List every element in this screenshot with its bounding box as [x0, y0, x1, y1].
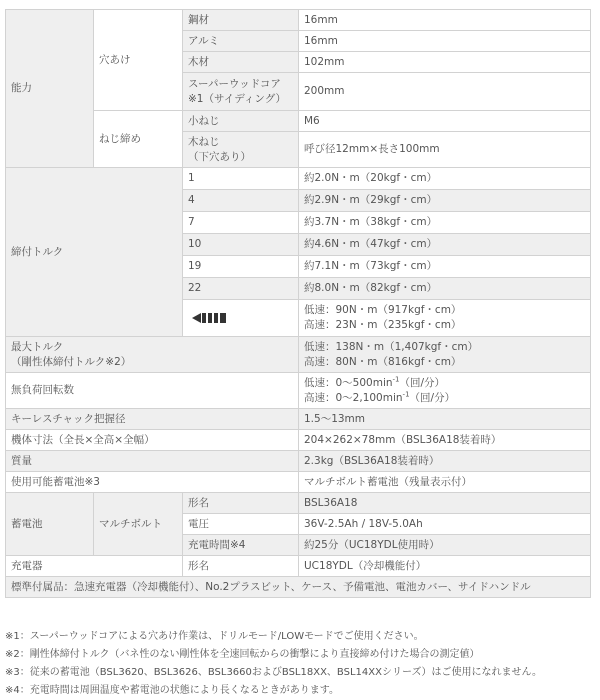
capacity-label: 能力 — [6, 10, 94, 168]
max-torque-high: 高速：80N・m（816kgf・cm） — [304, 355, 462, 368]
torque-value: 約2.0N・m（20kgf・cm） — [299, 168, 591, 190]
exponent: -1 — [402, 390, 410, 398]
torque-setting: 4 — [183, 190, 299, 212]
wood-screw-label — [183, 132, 299, 168]
torque-setting: 10 — [183, 234, 299, 256]
drill-mode-icon — [192, 312, 226, 324]
wood-screw-label-line2: （下穴あり） — [188, 150, 251, 163]
usable-battery-label: 使用可能蓄電池※3 — [6, 472, 299, 493]
chuck-label: キーレスチャック把握径 — [6, 409, 299, 430]
usable-battery-value: マルチボルト蓄電池（残量表示付） — [299, 472, 591, 493]
table-row — [6, 430, 591, 451]
charger-model-label: 形名 — [183, 556, 299, 577]
torque-value: 約2.9N・m（29kgf・cm） — [299, 190, 591, 212]
wood-label: 木材 — [183, 52, 299, 73]
aluminum-label: アルミ — [183, 31, 299, 52]
drill-mode-low: 低速：90N・m（917kgf・cm） — [304, 304, 462, 316]
drill-mode-cell — [183, 300, 299, 337]
table-row — [6, 577, 591, 598]
footnote-2: ※2：剛性体締付トルク（バネ性のない剛性体を全速回転からの衝撃により直接締め付けた場合の測定値） — [5, 649, 480, 660]
drill-mode-high: 高速：23N・m（235kgf・cm） — [304, 319, 462, 331]
battery-charge-time-label: 充電時間※4 — [183, 535, 299, 556]
chuck-value: 1.5～13mm — [299, 409, 591, 430]
steel-label: 鋼材 — [183, 10, 299, 31]
torque-setting: 1 — [183, 168, 299, 190]
max-torque-value — [299, 337, 591, 373]
torque-value: 約3.7N・m（38kgf・cm） — [299, 212, 591, 234]
wood-screw-label-line1: 木ねじ — [188, 135, 220, 148]
battery-model-value: BSL36A18 — [299, 493, 591, 514]
max-torque-label-line1: 最大トルク — [11, 340, 64, 353]
exponent: -1 — [392, 375, 400, 383]
battery-charge-time-value: 約25分（UC18YDL使用時） — [299, 535, 591, 556]
torque-setting: 22 — [183, 278, 299, 300]
footnote-3: ※3：従来の蓄電池（BSL3620、BSL3626、BSL3660およびBSL18XX、BSL14XXシリーズ）はご使用になれません。 — [5, 667, 543, 678]
no-load-speed-low-text: 低速：0～500min — [304, 376, 393, 389]
no-load-speed-low — [304, 376, 585, 391]
no-load-speed-high-text: 高速：0～2,100min — [304, 391, 403, 404]
torque-setting: 7 — [183, 212, 299, 234]
machine-screw-label: 小ねじ — [183, 111, 299, 132]
no-load-speed-high-unit: （回/分） — [409, 391, 456, 404]
super-wood-core-value: 200mm — [299, 73, 591, 111]
table-row — [6, 451, 591, 472]
battery-model-label: 形名 — [183, 493, 299, 514]
battery-voltage-value: 36V-2.5Ah / 18V-5.0Ah — [299, 514, 591, 535]
drilling-label: 穴あけ — [94, 10, 183, 111]
battery-voltage-label: 電圧 — [183, 514, 299, 535]
drill-mode-value — [299, 300, 591, 337]
torque-value: 約4.6N・m（47kgf・cm） — [299, 234, 591, 256]
torque-value: 約8.0N・m（82kgf・cm） — [299, 278, 591, 300]
table-row — [6, 493, 591, 514]
table-row — [6, 373, 591, 409]
charger-value: UC18YDL（冷却機能付） — [299, 556, 591, 577]
mass-label: 質量 — [6, 451, 299, 472]
no-load-speed-high — [304, 391, 585, 406]
footnote-4: ※4：充電時間は周囲温度や蓄電池の状態により長くなるときがあります。 — [5, 685, 339, 696]
table-row — [6, 409, 591, 430]
dimensions-label: 機体寸法（全長×全高×全幅） — [6, 430, 299, 451]
max-torque-label — [6, 337, 299, 373]
super-wood-core-label-line1: スーパーウッドコア — [188, 77, 281, 90]
wood-value: 102mm — [299, 52, 591, 73]
torque-setting: 19 — [183, 256, 299, 278]
footnote-1: ※1：スーパーウッドコアによる穴あけ作業は、ドリルモード/LOWモードでご使用ください。 — [5, 631, 424, 642]
screw-label: ねじ締め — [94, 111, 183, 168]
aluminum-value: 16mm — [299, 31, 591, 52]
mass-value: 2.3kg（BSL36A18装着時） — [299, 451, 591, 472]
table-row — [6, 556, 591, 577]
table-row — [6, 111, 591, 132]
steel-value: 16mm — [299, 10, 591, 31]
table-row — [6, 10, 591, 31]
torque-label: 締付トルク — [6, 168, 183, 337]
wood-screw-value: 呼び径12mm×長さ100mm — [299, 132, 591, 168]
no-load-speed-low-unit: （回/分） — [399, 376, 446, 389]
machine-screw-value: M6 — [299, 111, 591, 132]
super-wood-core-label-line2: ※1（サイディング） — [188, 92, 287, 105]
battery-label: 蓄電池 — [6, 493, 94, 556]
footnotes — [5, 628, 595, 700]
no-load-speed-value — [299, 373, 591, 409]
charger-label: 充電器 — [6, 556, 183, 577]
torque-value: 約7.1N・m（73kgf・cm） — [299, 256, 591, 278]
super-wood-core-label — [183, 73, 299, 111]
dimensions-value: 204×262×78mm（BSL36A18装着時） — [299, 430, 591, 451]
max-torque-low: 低速：138N・m（1,407kgf・cm） — [304, 340, 479, 353]
battery-type: マルチボルト — [94, 493, 183, 556]
table-row — [6, 168, 591, 190]
accessories: 標準付属品：急速充電器（冷却機能付）、No.2プラスビット、ケース、予備電池、電池カバー、サイドハンドル — [6, 577, 591, 598]
spec-table — [5, 9, 591, 598]
no-load-speed-label: 無負荷回転数 — [6, 373, 299, 409]
table-row — [6, 337, 591, 373]
table-row — [6, 472, 591, 493]
max-torque-label-line2: （剛性体締付トルク※2） — [11, 355, 132, 368]
